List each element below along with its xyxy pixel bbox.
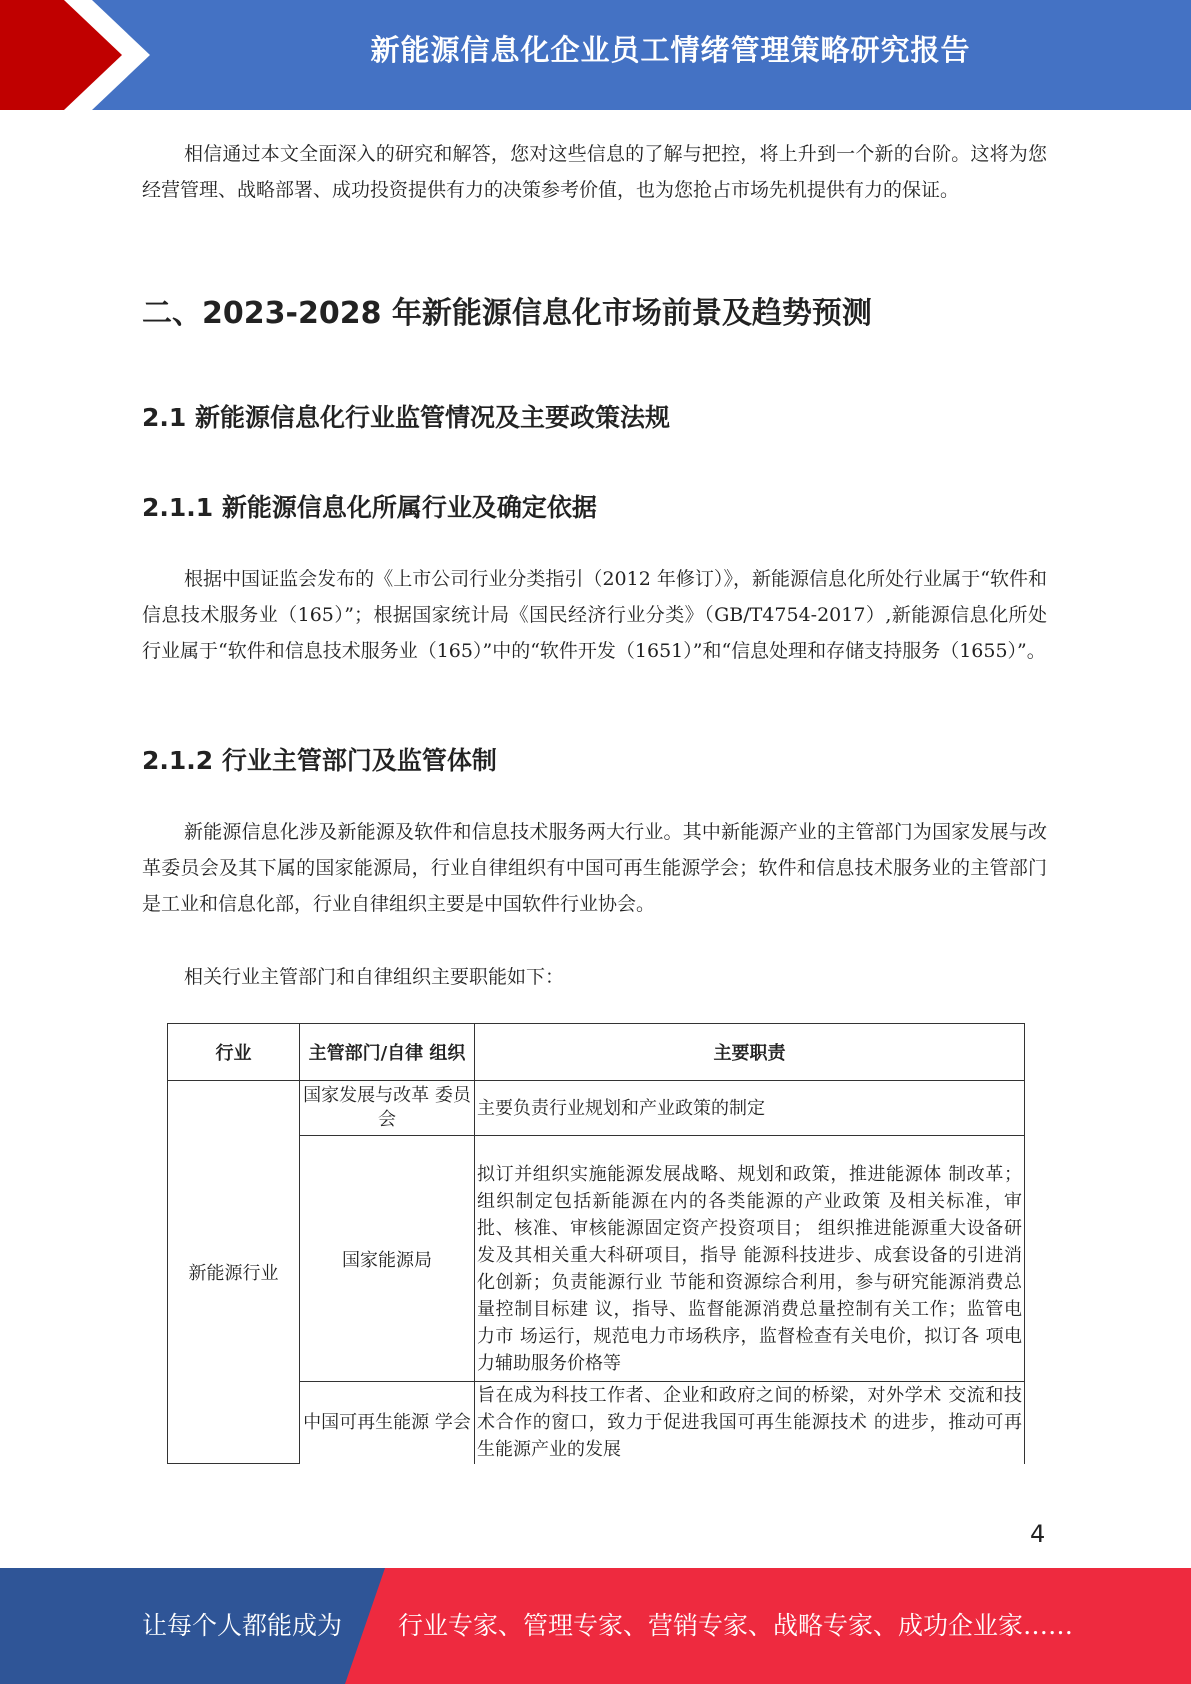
department-cell: 国家发展与改革 委员会 (300, 1081, 475, 1136)
duty-cell: 拟订并组织实施能源发展战略、规划和政策，推进能源体 制改革；组织制定包括新能源在内的各类能源的产业政策 及相关标准，审批、核准、审核能源固定资产投资项目； 组织推进能源重大设备研发及其相关重大科研项目，指导 能源科技进步、成套设备的引进消化创新；负责能源行业 节能和资源综合利用，参与研究能源消费总量控制目标建 议，指导、监督能源消费总量控制有关工作；监管电力市 场运行，规范电力市场秩序，监督检查有关电价，拟订各 项电力辅助服务价格等 (475, 1136, 1025, 1382)
header-banner (0, 0, 1191, 110)
footer-banner (0, 1568, 1191, 1684)
industry-basis-paragraph: 根据中国证监会发布的《上市公司行业分类指引（2012 年修订）》，新能源信息化所处行业属于“软件和信息技术服务业（165）”；根据国家统计局《国民经济行业分类》（GB/T4754-2017）,新能源信息化所处行业属于“软件和信息技术服务业（165）”中的“软件开发（1651）”和“信息处理和存储支持服务（1655）”。 (142, 568, 1047, 662)
regulation-paragraph: 新能源信息化涉及新能源及软件和信息技术服务两大行业。其中新能源产业的主管部门为国家发展与改革委员会及其下属的国家能源局，行业自律组织有中国可再生能源学会；软件和信息技术服务业的主管部门是工业和信息化部，行业自律组织主要是中国软件行业协会。 (142, 821, 1047, 915)
footer-slogan-right: 行业专家、管理专家、营销专家、战略专家、成功企业家…… (398, 1611, 1074, 1640)
duty-cell: 旨在成为科技工作者、企业和政府之间的桥梁，对外学术 交流和技术合作的窗口，致力于促进我国可再生能源技术 的进步，推动可再生能源产业的发展 (475, 1382, 1025, 1464)
report-title: 新能源信息化企业员工情绪管理策略研究报告 (370, 33, 971, 67)
table-header-row (168, 1024, 1025, 1081)
department-cell: 中国可再生能源 学会 (300, 1382, 475, 1464)
header-arrow-graphic (0, 0, 150, 110)
duty-cell: 主要负责行业规划和产业政策的制定 (475, 1081, 1025, 1136)
header-duties: 主要职责 (475, 1024, 1025, 1081)
subsection-heading-2-1-1: 2.1.1 新能源信息化所属行业及确定依据 (142, 493, 597, 522)
page-number: 4 (1030, 1520, 1046, 1548)
table-intro-paragraph: 相关行业主管部门和自律组织主要职能如下： (184, 966, 565, 988)
industry-cell: 新能源行业 (168, 1081, 300, 1464)
subsection-heading-2-1-2: 2.1.2 行业主管部门及监管体制 (142, 746, 497, 775)
header-department: 主管部门/自律 组织 (300, 1024, 475, 1081)
regulator-table (167, 1023, 1025, 1464)
header-industry: 行业 (168, 1024, 300, 1081)
intro-paragraph: 相信通过本文全面深入的研究和解答，您对这些信息的了解与把控，将上升到一个新的台阶。这将为您经营管理、战略部署、成功投资提供有力的决策参考价值，也为您抢占市场先机提供有力的保证。 (142, 143, 1047, 201)
section-heading: 二、2023-2028 年新能源信息化市场前景及趋势预测 (142, 296, 872, 331)
subsection-heading-2-1: 2.1 新能源信息化行业监管情况及主要政策法规 (142, 403, 670, 432)
table-row (168, 1081, 1025, 1136)
department-cell: 国家能源局 (300, 1136, 475, 1382)
footer-slogan-left: 让每个人都能成为 (142, 1611, 343, 1640)
